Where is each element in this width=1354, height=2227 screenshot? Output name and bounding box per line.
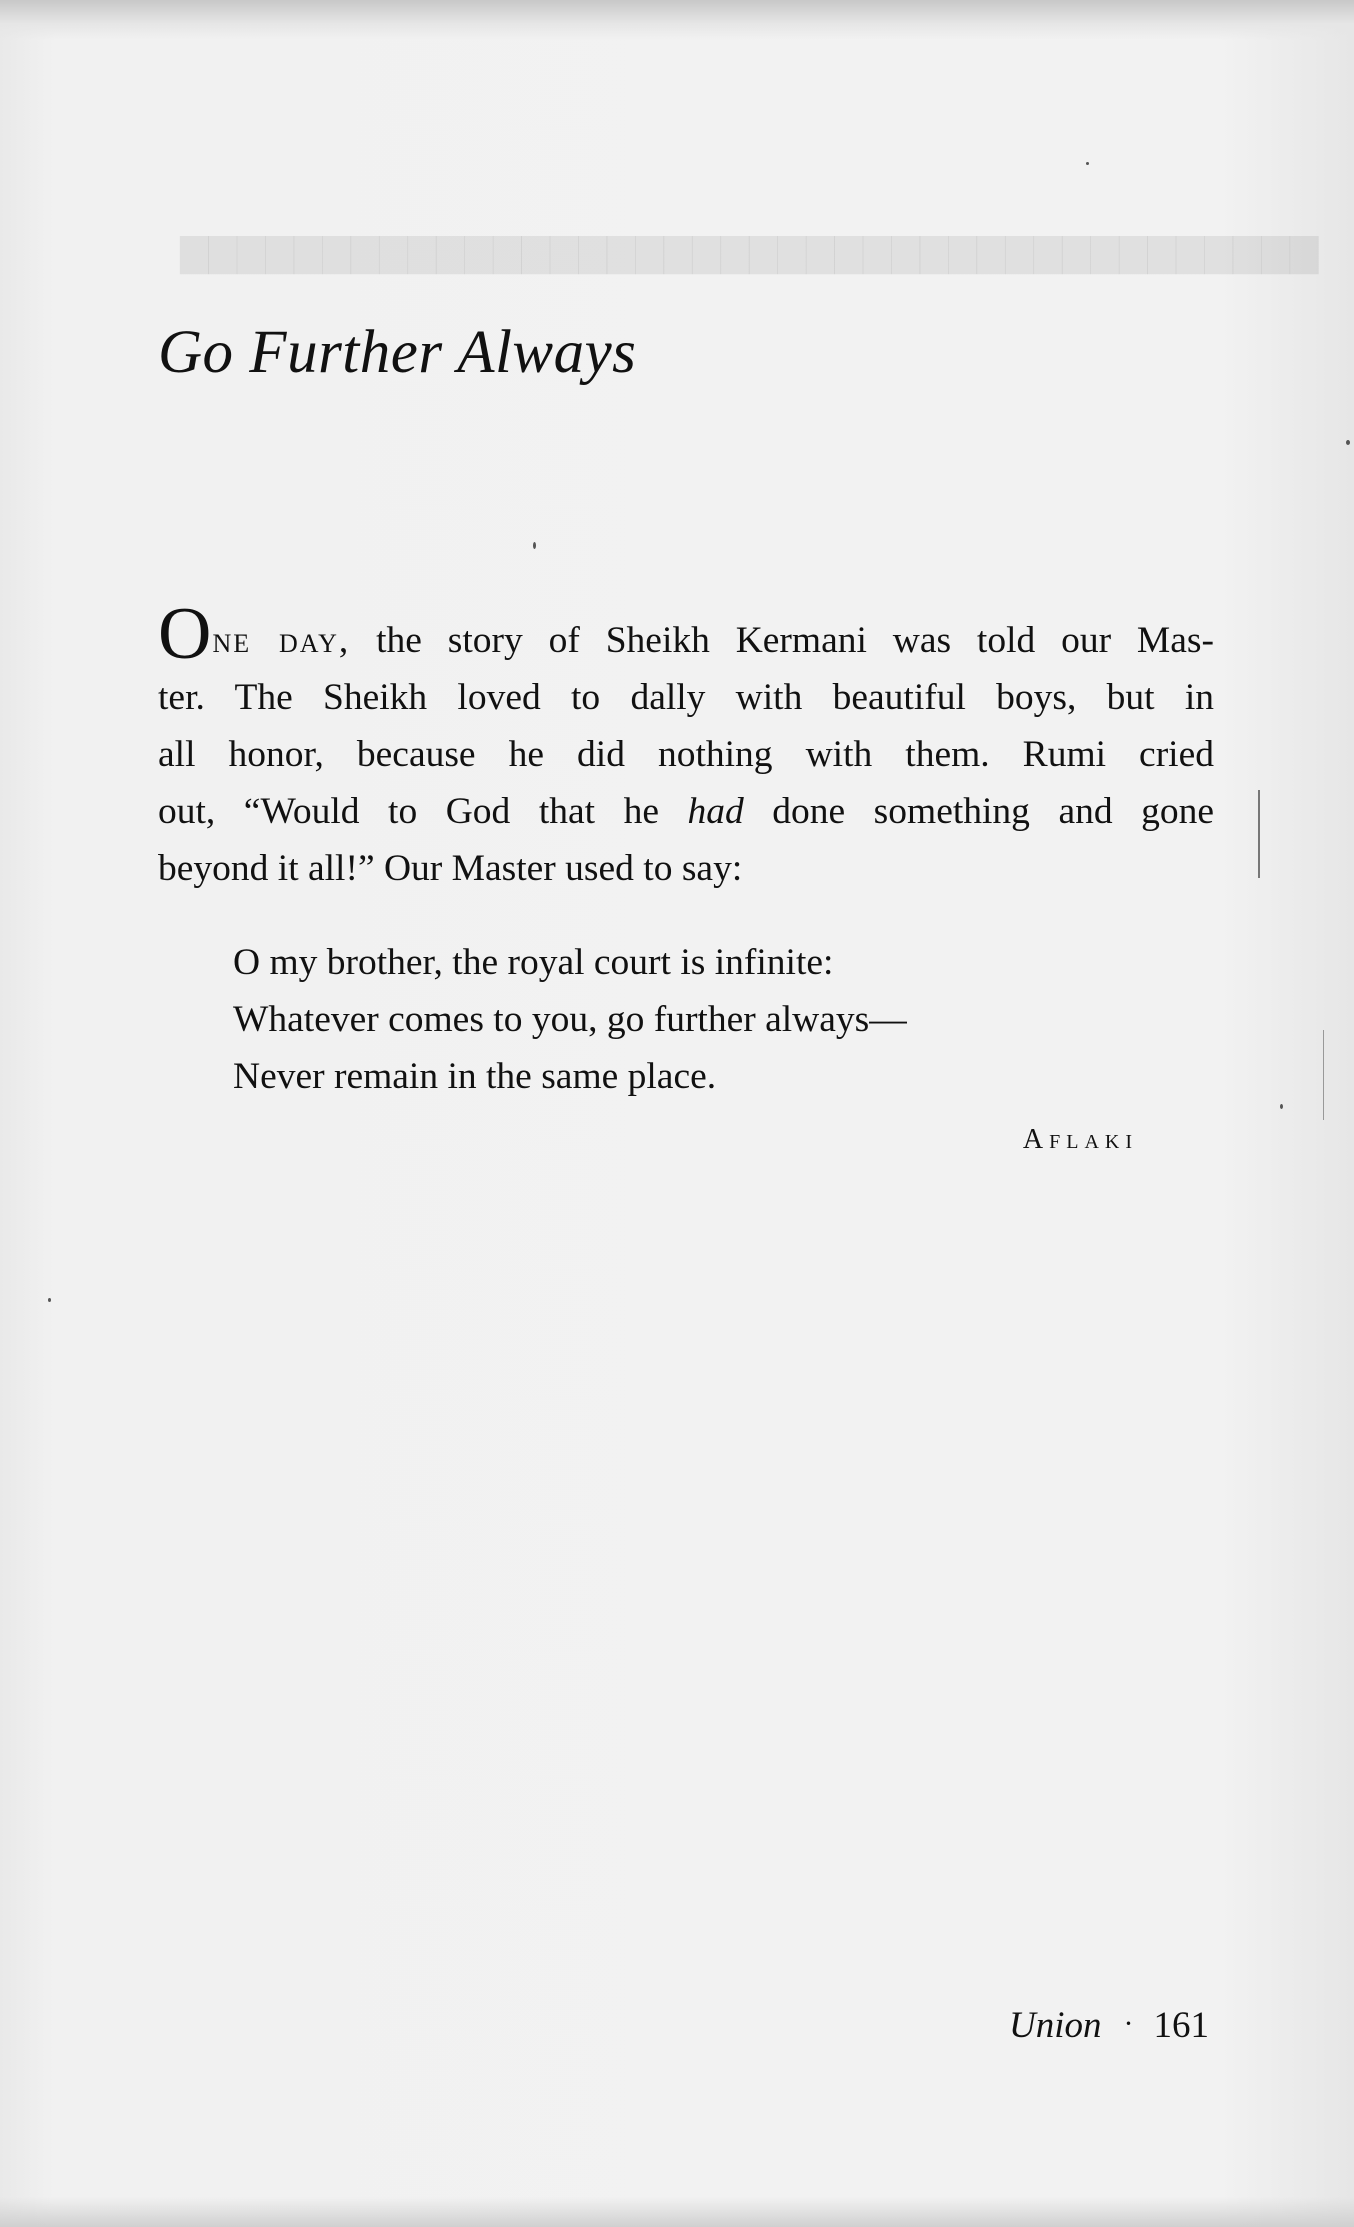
scan-margin-mark xyxy=(1258,790,1260,878)
page-bottom-shadow xyxy=(0,2197,1354,2227)
emphasis-text: had xyxy=(687,791,744,832)
verse-line: Never remain in the same place. xyxy=(233,1056,717,1097)
scan-speck xyxy=(533,542,536,549)
scan-speck xyxy=(1346,440,1350,445)
paragraph-text: out, “Would to God that he xyxy=(158,791,688,832)
paragraph-text: the story of Sheikh Kermani was told our Mas- xyxy=(350,620,1214,661)
reverse-side-bleed-through: ▇▇▇▇▇▇▇▇▇▇▇▇▇▇▇▇▇▇▇▇▇▇▇▇▇▇▇▇▇▇▇▇▇▇▇▇▇▇▇▇ xyxy=(180,233,1319,274)
paragraph-line: ter. The Sheikh loved to dally with beautiful boys, but in xyxy=(158,677,1214,718)
scan-speck xyxy=(1086,162,1089,165)
verse-block xyxy=(233,934,907,1105)
paragraph-line xyxy=(158,593,1214,675)
footer-separator: · xyxy=(1123,2007,1134,2040)
paragraph-line: all honor, because he did nothing with them. Rumi cried xyxy=(158,734,1214,775)
paragraph-line xyxy=(158,783,1214,840)
page-title: Go Further Always xyxy=(158,319,637,386)
section-name: Union xyxy=(1009,2005,1102,2046)
running-footer xyxy=(1009,2004,1209,2047)
paragraph-line: beyond it all!” Our Master used to say: xyxy=(158,848,743,889)
verse-line: Whatever comes to you, go further always— xyxy=(233,999,907,1040)
scan-speck xyxy=(1280,1104,1283,1109)
scan-margin-mark xyxy=(1323,1030,1324,1120)
small-caps-lead: ne day, xyxy=(212,620,351,661)
page-number: 161 xyxy=(1153,2005,1209,2046)
scan-speck xyxy=(48,1298,51,1302)
drop-cap: O xyxy=(158,593,212,675)
verse-line: O my brother, the royal court is infinite: xyxy=(233,942,834,983)
page-top-shadow xyxy=(0,0,1354,40)
author-attribution: Aflaki xyxy=(1022,1124,1138,1155)
paragraph-text: done something and gone xyxy=(743,791,1215,832)
body-paragraph xyxy=(158,593,1215,897)
